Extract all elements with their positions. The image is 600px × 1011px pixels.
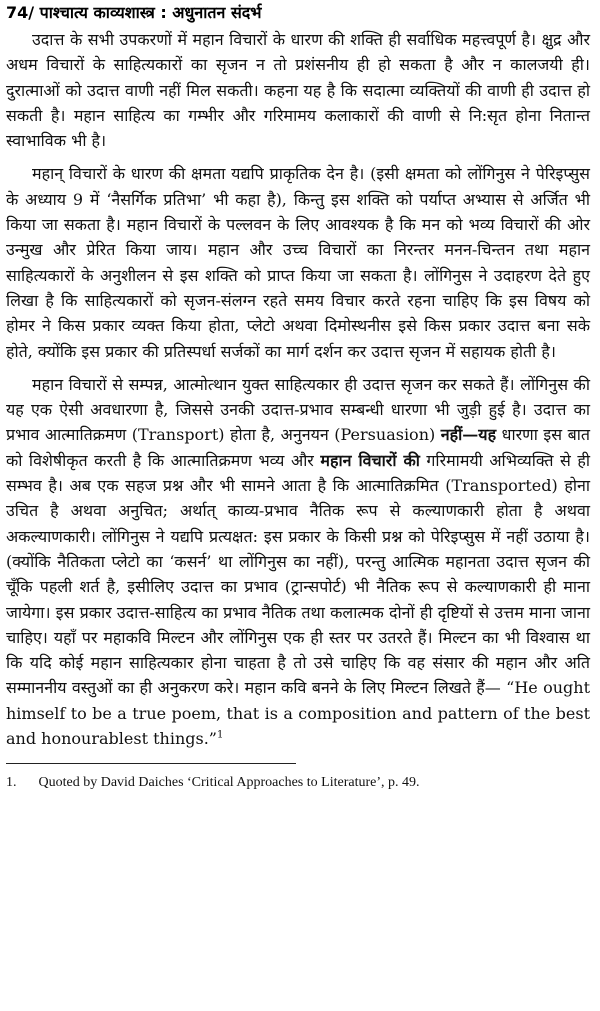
paragraph-3-bold-a: नहीं—यह xyxy=(440,425,497,445)
paragraph-3-bold-b: महान विचारों की xyxy=(320,450,420,470)
paragraph-2: महान् विचारों के धारण की क्षमता यद्यपि प्राकृतिक देन है। (इसी क्षमता को लोंगिनुस ने पेरिइप्सुस के अध्याय 9 में ‘नैसर्गिक प्रतिभा’ भी कहा है), किन्तु इस शक्ति को पर्याप्त अभ्यास से अर्जित भी किया जा सकता है। महान विचारों के पल्लवन के लिए आवश्यक है कि मन को भव्य विचारों की ओर उन्मुख और प्रेरित किया जाय। महान और उच्च विचारों का निरन्तर मनन-चिन्तन तथा महान साहित्यकारों के अनुशीलन से इस शक्ति को प्राप्त किया जा सकता है। लोंगिनुस ने उदाहरण देते हुए लिखा है कि साहित्यकारों को सृजन-संलग्न रहते समय विचार करते रहना चाहिए कि इस विषय को होमर ने किस प्रकार व्यक्त किया होता, प्लेटो अथवा दिमोस्थनीस इसे किस प्रकार उदात्त बना सके होते, क्योंकि इस प्रकार की प्रतिस्पर्धा सर्जकों का मार्ग दर्शन कर उदात्त सृजन में सहायक होती है। xyxy=(6,164,590,361)
paragraph-3-text-c: गरिमामयी अभिव्यक्ति से ही सम्भव है। अब एक सहज प्रश्न और भी सामने आता है कि आत्मातिक्रमित (Transported) होना उचित है अथवा अनुचित; अर्थात् काव्य-प्रभाव नैतिक रूप से कल्याणकारी होता है अथवा अकल्याणकारी। लोंगिनुस ने यद्यपि प्रत्यक्षत: इस प्रकार के किसी प्रश्न को पेरिइप्सुस में नहीं उठाया है। (क्योंकि नैतिकता प्लेटो का ‘कसर्न’ था लोंगिनुस का नहीं), परन्तु आत्मिक महानता उदात्त सृजन की चूँकि पहली शर्त है, इसीलिए उदात्त का प्रभाव (ट्रान्सपोर्ट) भी नैतिक रूप से कल्याणकारी ही माना जायेगा। इस प्रकार उदात्त-साहित्य का प्रभाव नैतिक तथा कलात्मक दोनों ही दृष्टियों से उत्तम माना जाना चाहिए। यहाँ पर महाकवि मिल्टन और लोंगिनुस एक ही स्तर पर उतरते हैं। मिल्टन का भी विश्वास था कि यदि कोई महान साहित्यकार होना चाहता है तो उसे चाहिए कि वह संसार की महान और अति सम्माननीय वस्तुओं का ही अनुकरण करे। महान कवि बनने के लिए मिल्टन लिखते हैं— “He ought himself to be a true poem, that is a composition and pattern of the best and honourablest things.” xyxy=(6,450,590,749)
paragraph-1: उदात्त के सभी उपकरणों में महान विचारों के धारण की शक्ति ही सर्वाधिक महत्त्वपूर्ण है। क्षुद्र और अधम विचारों के साहित्यकारों का सृजन न तो प्रशंसनीय ही हो सकता है और न कालजयी ही। दुरात्माओं को उदात्त वाणी नहीं मिल सकती। कहना यह है कि सदात्मा व्यक्तियों की वाणी ही उदात्त हो सकती है। महान साहित्य का गम्भीर और गरिमामय कलाकारों की वाणी से नि:सृत होना नितान्त स्वाभाविक भी है। xyxy=(6,30,590,151)
paragraph-3 xyxy=(6,372,590,751)
footnote-number: 1. xyxy=(6,775,17,791)
running-header: 74/ पाश्चात्य काव्यशास्त्र : अधुनातन संदर्भ xyxy=(6,3,262,22)
footnote-reference[interactable]: 1 xyxy=(216,729,224,741)
paragraph-3-text-a: महान विचारों से सम्पन्न, आत्मोत्थान युक्त साहित्यकार ही उदात्त सृजन कर सकते हैं। लोंगिनुस की यह एक ऐसी अवधारणा है, जिससे उनकी उदात्त-प्रभाव सम्बन्धी धारणा भी जुड़ी हुई है। उदात्त का प्रभाव आत्मातिक्रमण (Transport) होता है, अनुनयन (Persuasion) xyxy=(6,374,590,445)
footnote-divider xyxy=(6,763,296,764)
footnote xyxy=(6,774,590,792)
footnote-text: Quoted by David Daiches ‘Critical Approaches to Literature’, p. 49. xyxy=(38,775,420,791)
paragraph-3-text-b: धारणा इस बात को विशेषीकृत करती है कि आत्मातिक्रमण भव्य और xyxy=(6,425,590,470)
